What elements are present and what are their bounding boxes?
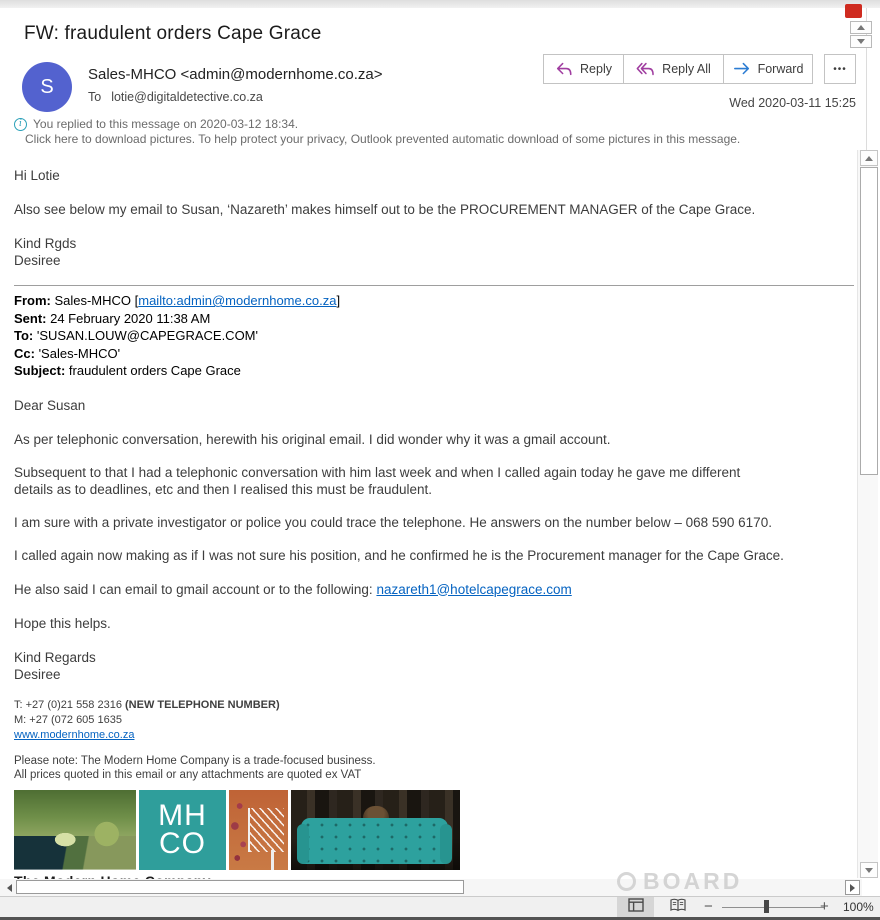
- reading-view-button[interactable]: [659, 897, 696, 917]
- sent-value: 24 February 2020 11:38 AM: [46, 310, 211, 326]
- forward-label: Forward: [757, 62, 804, 76]
- red-indicator-icon: [845, 4, 862, 18]
- sent-label: Sent:: [14, 310, 47, 326]
- mhco-logo-bottom: CO: [159, 826, 206, 860]
- scroll-right-icon: [850, 884, 855, 892]
- telephone-note: (NEW TELEPHONE NUMBER): [125, 698, 280, 711]
- zoom-in-button[interactable]: +: [820, 898, 829, 915]
- zoom-out-button[interactable]: −: [704, 898, 713, 915]
- replied-notice-text: You replied to this message on 2020-03-12 18:34.: [33, 117, 299, 131]
- mhco-logo: [139, 790, 226, 870]
- scroll-up-button[interactable]: [860, 150, 878, 166]
- scroll-left-button[interactable]: [2, 880, 16, 895]
- body-para2: [14, 464, 854, 498]
- message-body: [14, 150, 854, 890]
- scroll-left-icon: [7, 884, 12, 892]
- chair-photo: [229, 790, 288, 870]
- signature-note1: Please note: The Modern Home Company is a trade-focused business.: [14, 754, 376, 767]
- vertical-scrollbar-thumb[interactable]: [860, 167, 878, 475]
- message-nav-spinner: [850, 21, 872, 49]
- body-closing: Hope this helps.: [14, 615, 111, 631]
- download-pictures-notice[interactable]: Click here to download pictures. To help protect your privacy, Outlook prevented automatic download of some pictures in this message.: [25, 132, 741, 146]
- body-para2-line2: details as to deadlines, etc and then I realised this must be fraudulent.: [14, 481, 433, 497]
- quoted-header-block: [14, 292, 854, 380]
- signature-note2: All prices quoted in this email or any attachments are quoted ex VAT: [14, 768, 362, 781]
- to-label: To: [88, 90, 102, 104]
- from-label: From:: [14, 293, 51, 308]
- forward-button[interactable]: [723, 54, 813, 84]
- body-para4: I called again now making as if I was not sure his position, and he confirmed he is the Procurement manager for the Cape Grace.: [14, 547, 784, 563]
- message-actions: [543, 54, 813, 84]
- couch-figure: [301, 818, 448, 864]
- signature-telephone: [14, 698, 854, 713]
- from-text: Sales-MHCO [: [50, 293, 139, 308]
- subject-label: Subject:: [14, 363, 66, 378]
- reply-all-icon: [636, 62, 655, 76]
- quoted-to-line: [14, 327, 854, 345]
- telephone-number: T: +27 (0)21 558 2316: [14, 698, 125, 711]
- body-para5: [14, 581, 854, 598]
- quoted-subject-line: [14, 362, 854, 380]
- garden-photo: [14, 790, 136, 870]
- replied-notice: [14, 117, 740, 131]
- zoom-slider-track[interactable]: [722, 907, 824, 908]
- normal-view-button[interactable]: [617, 897, 654, 917]
- body-sig-short-2: Desiree: [14, 253, 61, 268]
- zoom-slider-thumb[interactable]: [764, 900, 769, 913]
- info-icon: i: [14, 118, 27, 131]
- reading-view-icon: [669, 898, 687, 917]
- mhco-logo-top: MH: [158, 798, 207, 832]
- body-greeting: Hi Lotie: [14, 168, 60, 183]
- forward-icon: [733, 62, 751, 76]
- reply-all-button[interactable]: [623, 54, 724, 84]
- body-para3: I am sure with a private investigator or police you could trace the telephone. He answers on the number below – 068 590 6170.: [14, 514, 772, 530]
- quoted-sent-line: [14, 310, 854, 328]
- gmail-alt-link[interactable]: nazareth1@hotelcapegrace.com: [376, 581, 572, 597]
- cc-label: Cc:: [14, 345, 35, 361]
- from-text-close: ]: [336, 293, 341, 308]
- recipient-line: [88, 90, 263, 104]
- body-para5-text: He also said I can email to gmail account or to the following:: [14, 581, 377, 597]
- body-salutation: Dear Susan: [14, 397, 86, 413]
- arrow-down-icon: [857, 39, 865, 44]
- body-sig-2: Desiree: [14, 666, 61, 682]
- body-intro: Also see below my email to Susan, ‘Nazareth’ makes himself out to be the PROCUREMENT MANAGER of the Cape Grace.: [14, 202, 756, 217]
- scroll-down-icon: [865, 868, 873, 873]
- info-bar: [14, 117, 740, 146]
- horizontal-scrollbar-thumb[interactable]: [16, 880, 464, 894]
- ellipsis-icon: •••: [833, 63, 847, 75]
- vertical-scrollbar[interactable]: [857, 150, 878, 878]
- message-subject: FW: fraudulent orders Cape Grace: [24, 23, 322, 44]
- sender-line: Sales-MHCO <admin@modernhome.co.za>: [88, 66, 383, 83]
- body-para1: As per telephonic conversation, herewith his original email. I did wonder why it was a gmail account.: [14, 431, 611, 447]
- sender-avatar[interactable]: [22, 62, 72, 112]
- previous-item-button[interactable]: [850, 21, 872, 34]
- reply-label: Reply: [580, 62, 612, 76]
- horizontal-scrollbar[interactable]: [0, 879, 862, 896]
- body-para2-line1: Subsequent to that I had a telephonic conversation with him last week and when I called again today he gave me different: [14, 464, 741, 480]
- quoted-divider: [14, 285, 854, 286]
- mailto-link[interactable]: mailto:admin@modernhome.co.za: [138, 293, 337, 308]
- reply-all-label: Reply All: [662, 62, 711, 76]
- scroll-right-button[interactable]: [845, 880, 860, 895]
- subject-value: fraudulent orders Cape Grace: [65, 363, 241, 378]
- reply-icon: [555, 62, 573, 76]
- to-address: lotie@digitaldetective.co.za: [111, 90, 263, 104]
- reply-button[interactable]: [543, 54, 624, 84]
- more-actions-button[interactable]: [824, 54, 856, 84]
- window-top-strip: [0, 0, 880, 8]
- watermark-text: BOARD: [643, 868, 743, 894]
- status-bar: [0, 896, 880, 917]
- couch-photo: [291, 790, 460, 870]
- message-date: Wed 2020-03-11 15:25: [729, 96, 856, 110]
- scroll-up-icon: [865, 156, 873, 161]
- body-sig-short-1: Kind Rgds: [14, 236, 77, 251]
- signature-image-strip: [14, 790, 854, 870]
- arrow-up-icon: [857, 25, 865, 30]
- body-sig-1: Kind Regards: [14, 649, 96, 665]
- avatar-initial: S: [40, 75, 54, 98]
- quoted-to-label: To:: [14, 328, 34, 343]
- website-link[interactable]: www.modernhome.co.za: [14, 728, 135, 741]
- zoom-level[interactable]: 100%: [843, 900, 874, 914]
- next-item-button[interactable]: [850, 35, 872, 48]
- quoted-to-value: 'SUSAN.LOUW@CAPEGRACE.COM': [33, 328, 258, 343]
- quoted-cc-line: [14, 345, 854, 363]
- cc-value: 'Sales-MHCO': [34, 345, 121, 361]
- scroll-down-button[interactable]: [860, 862, 878, 878]
- quoted-from-line: [14, 292, 854, 310]
- signature-mobile: M: +27 (072 605 1635: [14, 713, 122, 726]
- normal-view-icon: [628, 898, 644, 917]
